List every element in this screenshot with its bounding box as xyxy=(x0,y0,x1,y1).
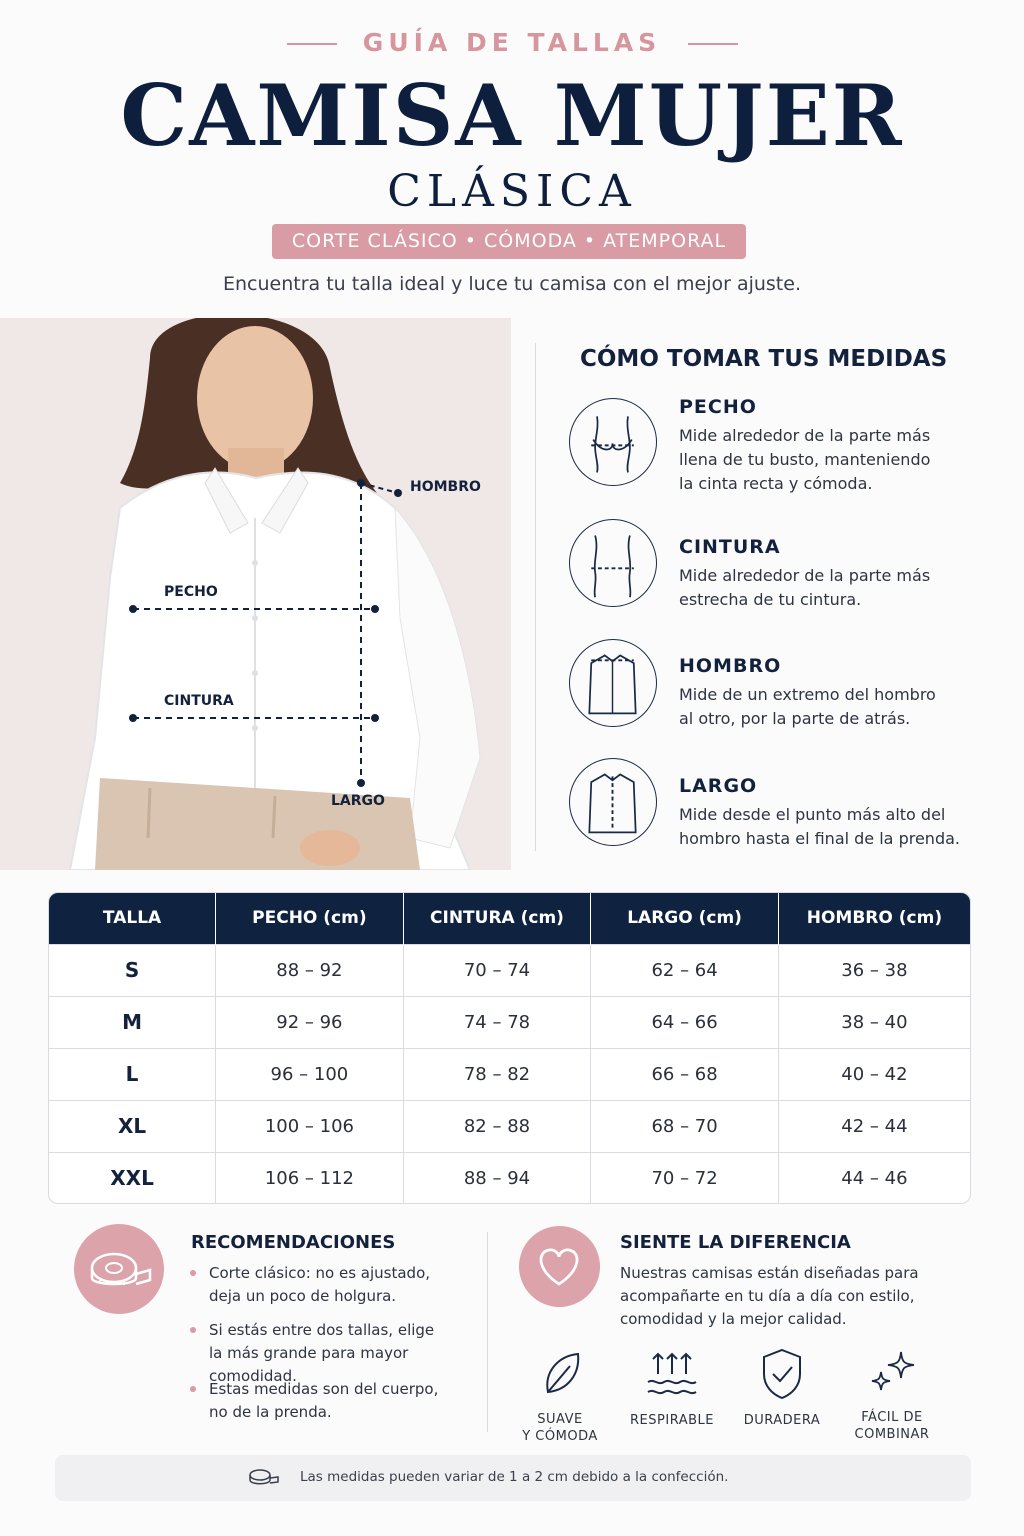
cell-length: 70 – 72 xyxy=(591,1152,779,1204)
intro-text: Encuentra tu talla ideal y luce tu camisa con el mejor ajuste. xyxy=(223,273,801,295)
tags-pill: CORTE CLÁSICO • CÓMODA • ATEMPORAL xyxy=(272,224,746,259)
cell-size: L xyxy=(49,1048,216,1100)
cell-size: M xyxy=(49,996,216,1048)
label-shoulder: HOMBRO xyxy=(410,479,481,495)
step-title-waist: CINTURA xyxy=(679,536,781,558)
bust-measure-icon xyxy=(569,398,657,486)
feature-line: COMBINAR xyxy=(854,1427,930,1442)
difference-title: SIENTE LA DIFERENCIA xyxy=(620,1232,851,1253)
feature-line: Y CÓMODA xyxy=(522,1429,598,1444)
feature-durable xyxy=(732,1412,832,1429)
cell-length: 68 – 70 xyxy=(591,1100,779,1152)
rec-line: Estas medidas son del cuerpo, xyxy=(209,1380,439,1398)
cell-chest: 88 – 92 xyxy=(216,944,404,996)
header-length: LARGO (cm) xyxy=(591,893,779,944)
desc-line: la cinta recta y cómoda. xyxy=(679,474,873,493)
label-chest: PECHO xyxy=(164,584,218,600)
rec-line: Corte clásico: no es ajustado, xyxy=(209,1264,431,1282)
desc-line: Mide alrededor de la parte más xyxy=(679,426,931,445)
desc-line: Mide de un extremo del hombro xyxy=(679,685,936,704)
cell-waist: 82 – 88 xyxy=(403,1100,591,1152)
size-table xyxy=(48,892,971,1204)
desc-line: Mide desde el punto más alto del xyxy=(679,805,946,824)
cell-shoulder: 40 – 42 xyxy=(778,1048,970,1100)
label-waist: CINTURA xyxy=(164,693,234,709)
desc-line: estrecha de tu cintura. xyxy=(679,590,862,609)
breathable-icon xyxy=(646,1350,698,1398)
shirt-length-icon xyxy=(569,758,657,846)
kicker: GUÍA DE TALLAS xyxy=(362,28,662,57)
recommendation-item xyxy=(190,1378,480,1424)
table-row xyxy=(49,1100,970,1152)
footer-note: Las medidas pueden variar de 1 a 2 cm debido a la confección. xyxy=(300,1469,729,1485)
table-row xyxy=(49,944,970,996)
model-illustration xyxy=(0,318,511,870)
feature-line: FÁCIL DE xyxy=(861,1410,923,1425)
step-desc-chest xyxy=(679,424,979,496)
cell-length: 62 – 64 xyxy=(591,944,779,996)
table-row xyxy=(49,1048,970,1100)
feature-breathable xyxy=(622,1412,722,1429)
desc-line: hombro hasta el final de la prenda. xyxy=(679,829,960,848)
feature-line: SUAVE xyxy=(537,1412,583,1427)
difference-text: Nuestras camisas están diseñadas para acompañarte en tu día a día con estilo, comodidad y la mejor calidad. xyxy=(620,1264,919,1328)
step-title-chest: PECHO xyxy=(679,396,757,418)
header-chest: PECHO (cm) xyxy=(216,893,404,944)
cell-waist: 88 – 94 xyxy=(403,1152,591,1204)
rec-line: la más grande para mayor comodidad. xyxy=(209,1344,409,1385)
table-header-row xyxy=(49,893,970,944)
page-subtitle: CLÁSICA xyxy=(387,166,637,217)
tape-measure-icon xyxy=(74,1224,164,1314)
desc-line: al otro, por la parte de atrás. xyxy=(679,709,911,728)
step-desc-shoulder xyxy=(679,683,979,731)
header-waist: CINTURA (cm) xyxy=(403,893,591,944)
cell-size: S xyxy=(49,944,216,996)
howto-title: CÓMO TOMAR TUS MEDIDAS xyxy=(580,346,948,372)
shirt-shoulder-icon xyxy=(569,639,657,727)
step-desc-length xyxy=(679,803,989,851)
cell-waist: 78 – 82 xyxy=(403,1048,591,1100)
bottom-divider xyxy=(487,1232,488,1432)
cell-size: XL xyxy=(49,1100,216,1152)
leaf-icon xyxy=(540,1350,584,1398)
table-row xyxy=(49,996,970,1048)
feature-line: RESPIRABLE xyxy=(630,1413,714,1428)
step-desc-waist xyxy=(679,564,979,612)
cell-chest: 96 – 100 xyxy=(216,1048,404,1100)
cell-waist: 70 – 74 xyxy=(403,944,591,996)
cell-chest: 106 – 112 xyxy=(216,1152,404,1204)
heart-icon xyxy=(519,1226,600,1307)
step-title-length: LARGO xyxy=(679,775,758,797)
cell-size: XXL xyxy=(49,1152,216,1204)
desc-line: Mide alrededor de la parte más xyxy=(679,566,931,585)
feature-line: DURADERA xyxy=(743,1413,821,1428)
recommendation-item xyxy=(190,1262,480,1308)
table-row xyxy=(49,1152,970,1204)
cell-length: 64 – 66 xyxy=(591,996,779,1048)
sparkles-icon xyxy=(868,1350,918,1396)
header-shoulder: HOMBRO (cm) xyxy=(778,893,970,944)
recommendations-title: RECOMENDACIONES xyxy=(191,1232,396,1253)
cell-waist: 74 – 78 xyxy=(403,996,591,1048)
label-length: LARGO xyxy=(331,793,385,809)
cell-chest: 100 – 106 xyxy=(216,1100,404,1152)
feature-matching xyxy=(842,1409,942,1443)
waist-measure-icon xyxy=(569,519,657,607)
rec-line: no de la prenda. xyxy=(209,1403,332,1421)
cell-shoulder: 38 – 40 xyxy=(778,996,970,1048)
rec-line: deja un poco de holgura. xyxy=(209,1287,397,1305)
page-title: CAMISA MUJER xyxy=(120,66,904,165)
cell-shoulder: 44 – 46 xyxy=(778,1152,970,1204)
cell-shoulder: 42 – 44 xyxy=(778,1100,970,1152)
shield-check-icon xyxy=(760,1348,804,1400)
model-photo xyxy=(0,318,511,870)
column-divider xyxy=(535,343,536,851)
tape-measure-icon xyxy=(248,1468,280,1488)
step-title-shoulder: HOMBRO xyxy=(679,655,782,677)
header-size: TALLA xyxy=(49,893,216,944)
cell-length: 66 – 68 xyxy=(591,1048,779,1100)
feature-soft xyxy=(510,1411,610,1445)
cell-chest: 92 – 96 xyxy=(216,996,404,1048)
rec-line: Si estás entre dos tallas, elige xyxy=(209,1321,435,1339)
cell-shoulder: 36 – 38 xyxy=(778,944,970,996)
desc-line: llena de tu busto, manteniendo xyxy=(679,450,931,469)
